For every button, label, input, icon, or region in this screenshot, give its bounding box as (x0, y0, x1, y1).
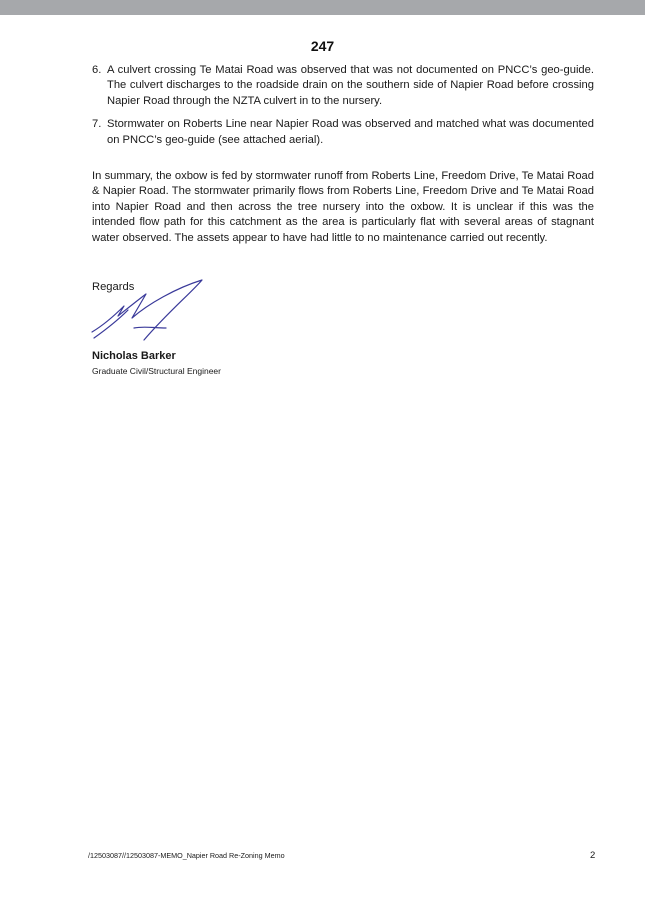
signer-title: Graduate Civil/Structural Engineer (92, 366, 221, 376)
signature-image (88, 276, 210, 350)
list-item (92, 117, 594, 148)
list-item-number: 7. (92, 118, 102, 131)
page-number-top: 247 (310, 38, 335, 54)
numbered-list (92, 63, 594, 148)
footer-page-number: 2 (590, 850, 596, 861)
summary-paragraph: In summary, the oxbow is fed by stormwater runoff from Roberts Line, Freedom Drive, Te Matai Road & Napier Road. The stormwater primarily flows from Roberts Line, Freedom Drive and Te Matai Road into Napier Road and then across the tree nursery into the oxbow. It is unclear if this was the intended flow path for this catchment as the area is particularly flat with several areas of stagnant water observed. The assets appear to have had little to no maintenance carried out recently. (92, 170, 594, 244)
list-item-text: Stormwater on Roberts Line near Napier Road was observed and matched what was documented on PNCC’s geo-guide (see attached aerial). (107, 118, 594, 146)
footer-document-reference: /12503087//12503087-MEMO_Napier Road Re-Zoning Memo (88, 851, 285, 860)
list-item-number: 6. (92, 64, 102, 76)
signer-name: Nicholas Barker (92, 350, 176, 362)
top-banner-bar (0, 0, 645, 15)
list-item-text: A culvert crossing Te Matai Road was observed that was not documented on PNCC’s geo-guide. The culvert discharges to the roadside drain on the southern side of Napier Road before crossing Napier Road through the NZTA culvert in to the nursery. (107, 64, 594, 107)
list-item (92, 63, 594, 109)
closing-regards: Regards (92, 281, 135, 293)
